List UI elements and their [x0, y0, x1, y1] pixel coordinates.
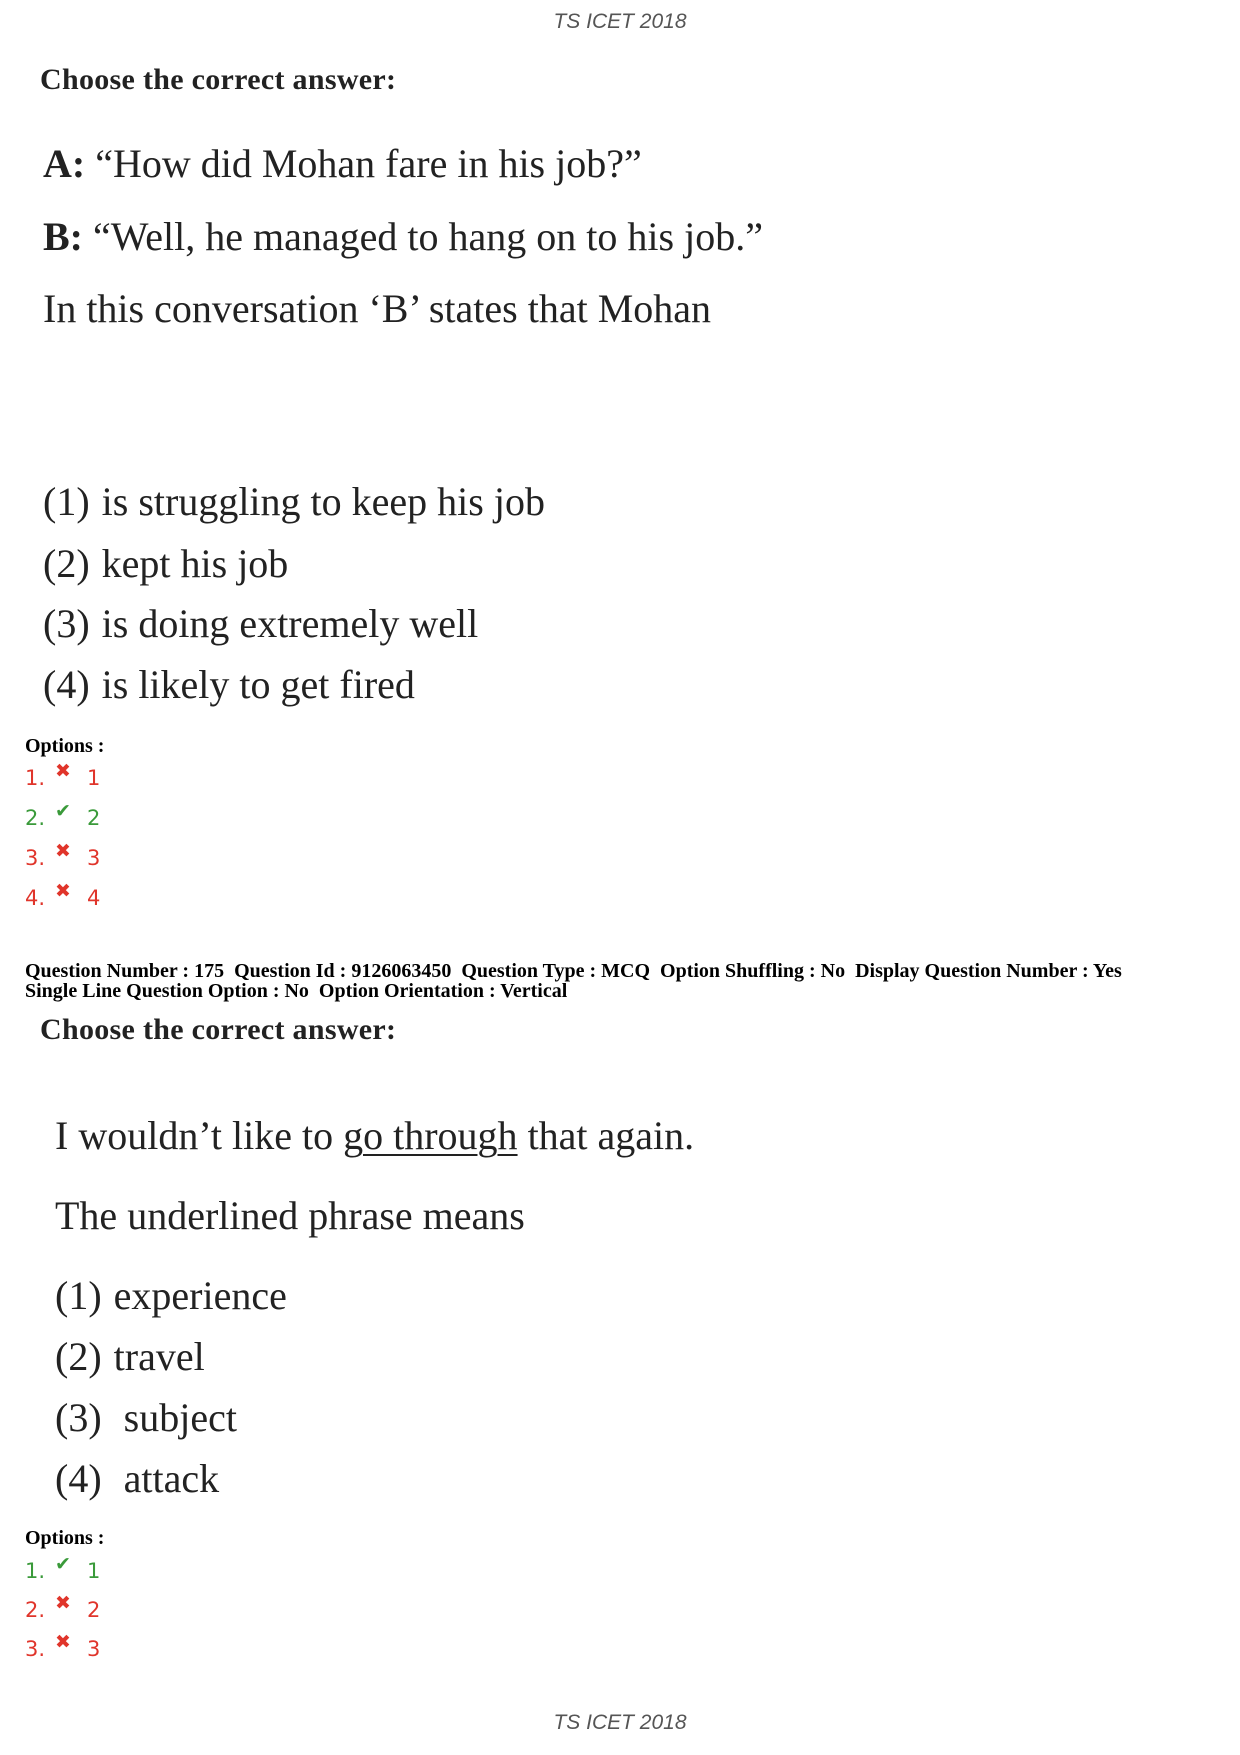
- q2-choice-number: (3): [55, 1395, 102, 1440]
- q2-sentence: [55, 1112, 694, 1159]
- option-index: 3.: [25, 846, 46, 870]
- q2-sentence-before: I wouldn’t like to: [55, 1113, 344, 1158]
- q1-choice-number: (2): [43, 541, 90, 586]
- q1-stem: In this conversation ‘B’ states that Mohan: [43, 286, 712, 331]
- q2-instruction: Choose the correct answer:: [40, 1013, 397, 1046]
- q2-choice-number: (2): [55, 1334, 102, 1379]
- q1-option-row: [25, 880, 101, 916]
- q1-choice-text: is doing extremely well: [101, 601, 479, 646]
- option-index: 2.: [25, 806, 46, 830]
- q1-choice: [43, 540, 288, 587]
- q2-underlined-phrase: go through: [343, 1113, 518, 1158]
- q1-line-b: [43, 213, 763, 260]
- q2-choice-text: subject: [113, 1395, 237, 1440]
- q1-line-b-label: B:: [43, 214, 83, 259]
- q1-option-row: [25, 800, 101, 836]
- wrong-mark-icon: ✖: [55, 840, 71, 862]
- q1-choice-number: (4): [43, 662, 90, 707]
- option-value: 3: [87, 846, 101, 870]
- q1-choice-text: is struggling to keep his job: [101, 479, 545, 524]
- q2-meta-line-2: Single Line Question Option : No Option Orientation : Vertical: [25, 980, 568, 1002]
- check-mark-icon: ✔: [55, 800, 71, 822]
- q1-option-row: [25, 760, 101, 796]
- q2-choice: [55, 1394, 237, 1441]
- wrong-mark-icon: ✖: [55, 1631, 71, 1653]
- page-header: TS ICET 2018: [553, 10, 687, 33]
- q2-choice-text: travel: [113, 1334, 205, 1379]
- q2-option-row: [25, 1553, 101, 1589]
- q2-choice-text: experience: [113, 1273, 287, 1318]
- q2-sentence-after: that again.: [517, 1113, 695, 1158]
- q2-choice: [55, 1272, 287, 1319]
- q2-stem: The underlined phrase means: [55, 1193, 525, 1238]
- option-index: 4.: [25, 886, 46, 910]
- q1-options-title: Options :: [25, 735, 105, 757]
- q1-line-a-text: “How did Mohan fare in his job?”: [85, 141, 642, 186]
- q2-choice: [55, 1455, 219, 1502]
- q2-choice-text: attack: [113, 1456, 220, 1501]
- q2-choice: [55, 1333, 205, 1380]
- option-index: 1.: [25, 1559, 46, 1583]
- q1-choice: [43, 600, 478, 647]
- q1-choice-text: kept his job: [101, 541, 289, 586]
- q2-meta-line-1: Question Number : 175 Question Id : 9126063450 Question Type : MCQ Option Shuffling : No Display Question Number : Yes: [25, 960, 1122, 982]
- q1-choice-number: (3): [43, 601, 90, 646]
- q1-option-row: [25, 840, 101, 876]
- wrong-mark-icon: ✖: [55, 880, 71, 902]
- option-value: 1: [87, 1559, 101, 1583]
- q2-choice-number: (4): [55, 1456, 102, 1501]
- page-footer: TS ICET 2018: [553, 1711, 687, 1734]
- check-mark-icon: ✔: [55, 1553, 71, 1575]
- q1-instruction: Choose the correct answer:: [40, 63, 397, 96]
- option-value: 2: [87, 806, 101, 830]
- q2-option-row: [25, 1592, 101, 1628]
- option-value: 2: [87, 1598, 101, 1622]
- q1-choice: [43, 661, 415, 708]
- q2-option-row: [25, 1631, 101, 1667]
- q1-line-a-label: A:: [43, 141, 86, 186]
- q1-choice-text: is likely to get fired: [101, 662, 415, 707]
- q2-options-title: Options :: [25, 1527, 105, 1549]
- q2-choice-number: (1): [55, 1273, 102, 1318]
- option-index: 2.: [25, 1598, 46, 1622]
- q1-choice-number: (1): [43, 479, 90, 524]
- q1-line-a: [43, 140, 642, 187]
- option-value: 3: [87, 1637, 101, 1661]
- q1-choice: [43, 478, 545, 525]
- option-value: 1: [87, 766, 101, 790]
- wrong-mark-icon: ✖: [55, 760, 71, 782]
- option-index: 1.: [25, 766, 46, 790]
- option-value: 4: [87, 886, 101, 910]
- q1-line-b-text: “Well, he managed to hang on to his job.”: [83, 214, 763, 259]
- option-index: 3.: [25, 1637, 46, 1661]
- wrong-mark-icon: ✖: [55, 1592, 71, 1614]
